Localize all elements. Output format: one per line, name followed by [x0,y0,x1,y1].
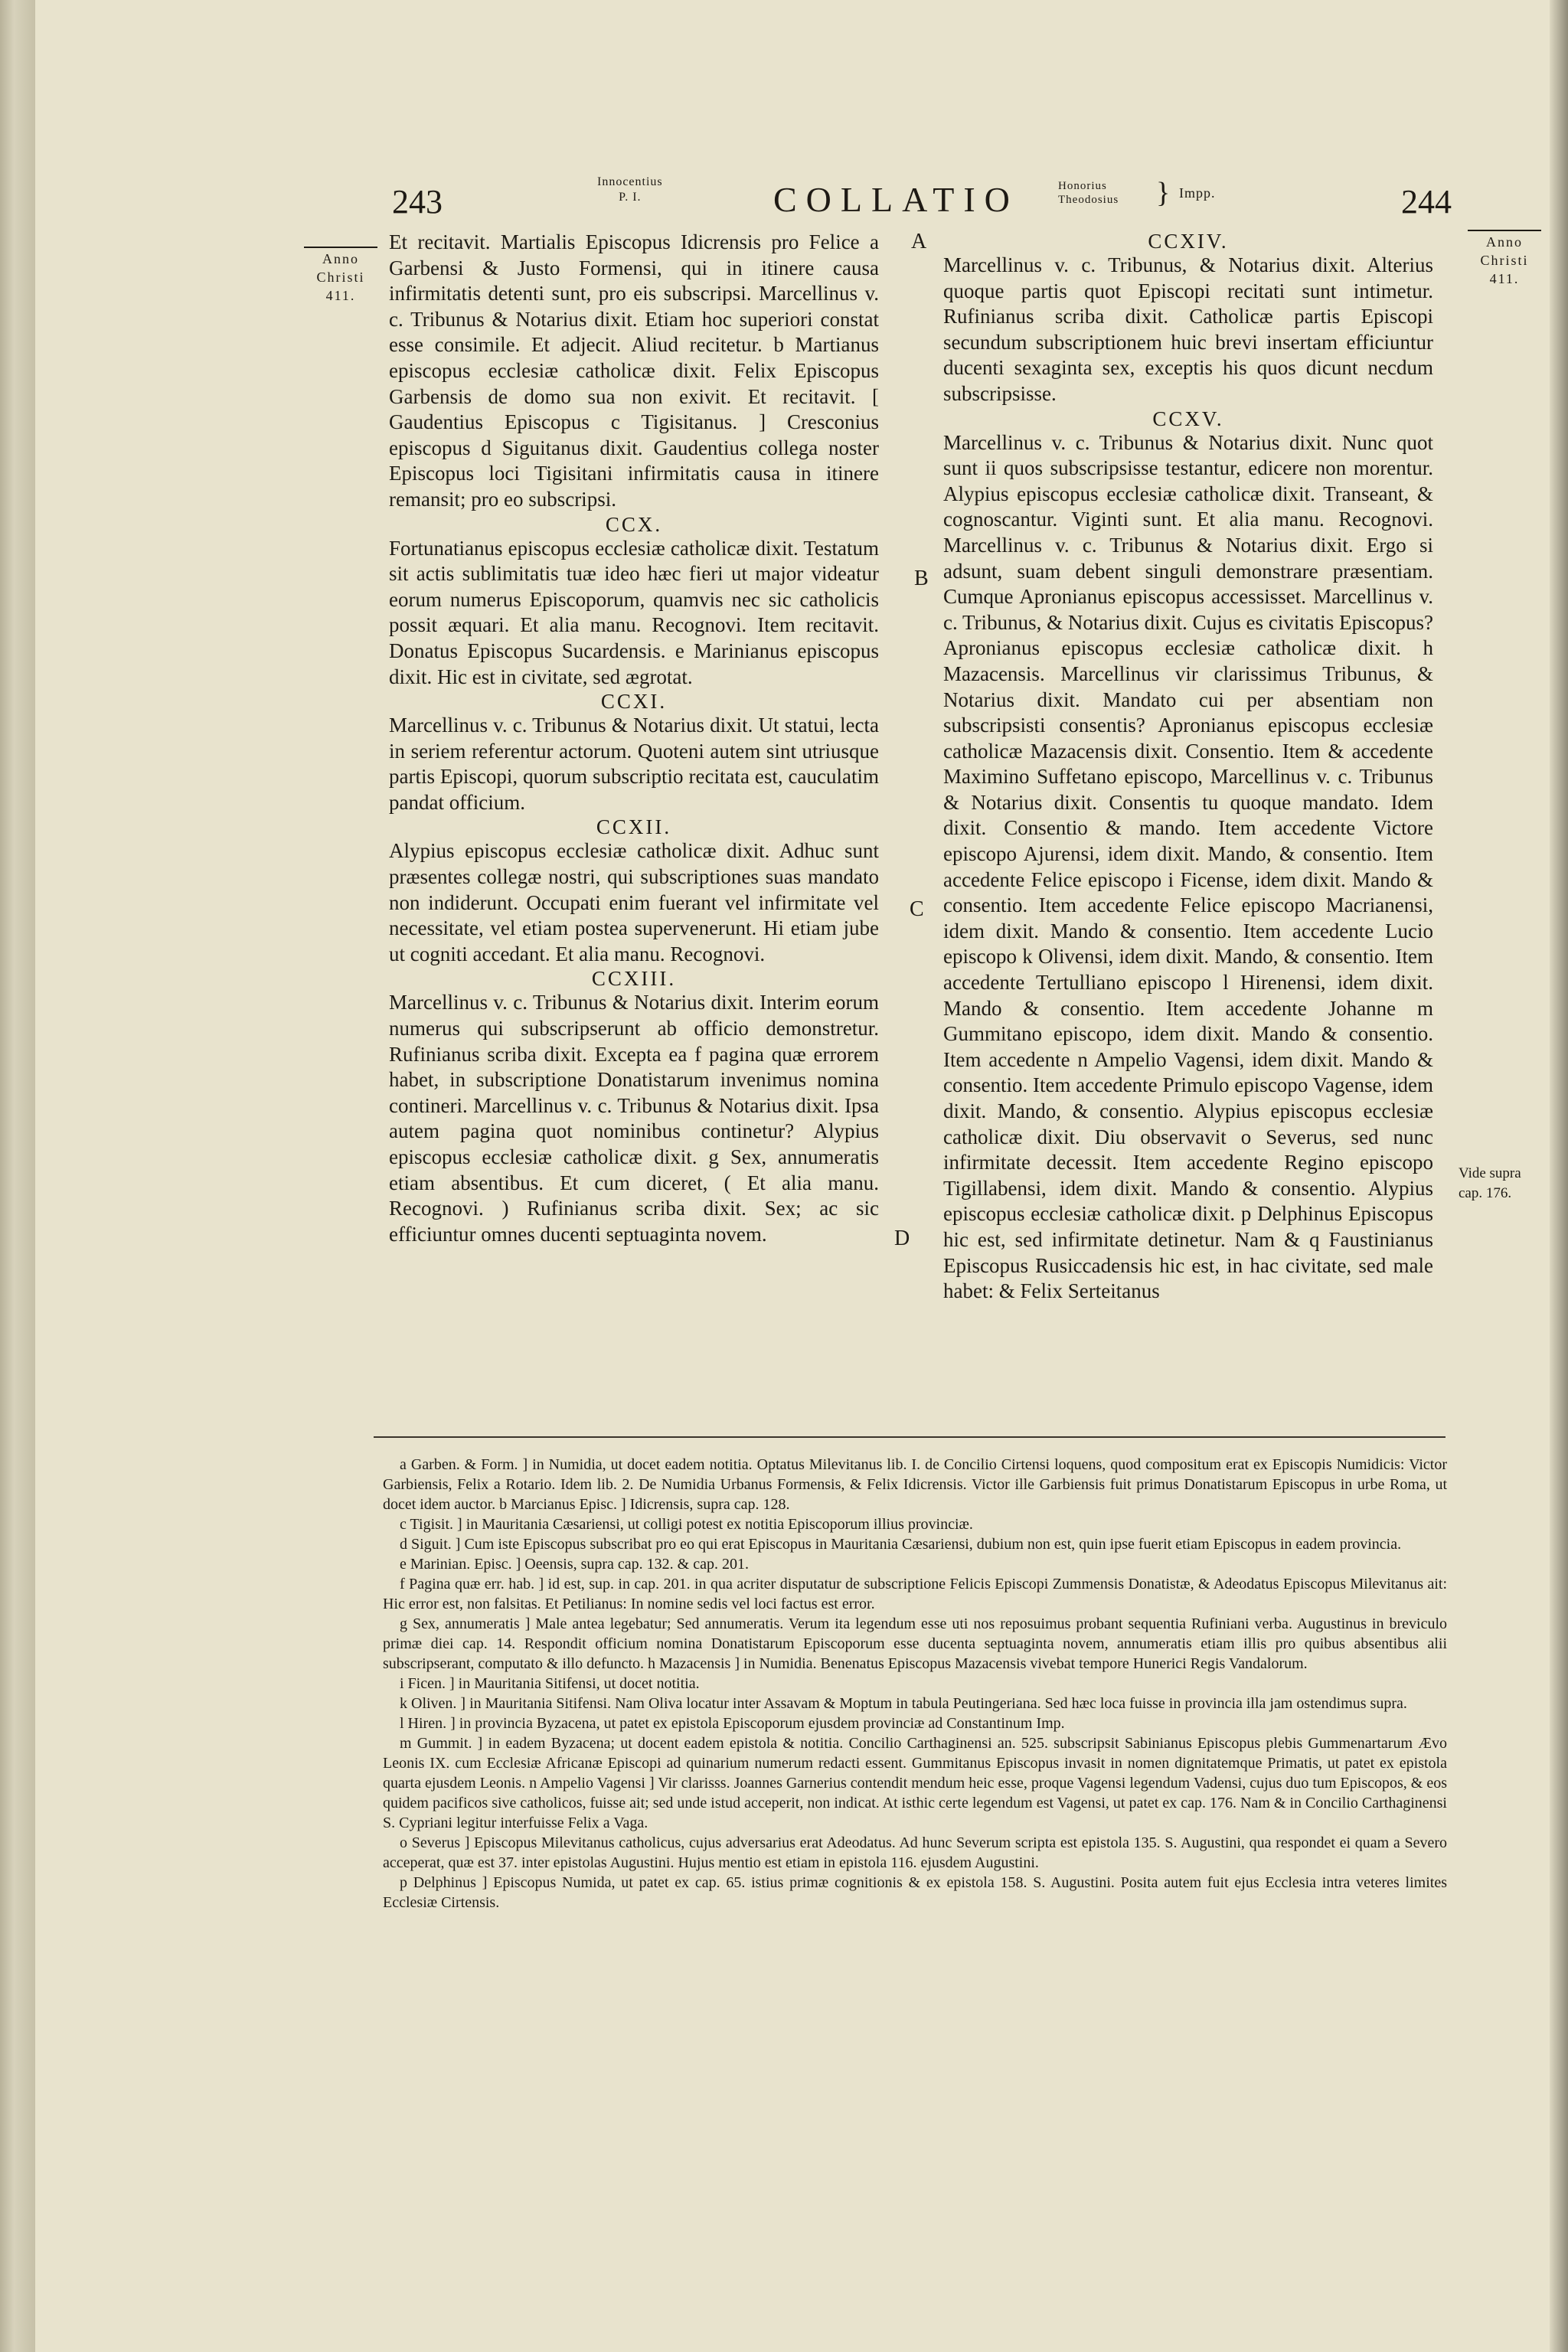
left-head-line2: P. I. [619,191,642,204]
section-letter-b: B [914,567,929,590]
section-heading-ccxiv: CCXIV. [1148,230,1229,253]
left-paragraph-1: Et recitavit. Martialis Episcopus Idicrensis pro Felice a Garbensi & Justo Formensi, qui in itinere causa infirmitatis detenti sunt, pro eis subscripsi. Marcellinus v. c. Tribunus & Notarius dixit. Etiam hoc superiori constat esse consimile. Et adjecit. Aliud recitetur. b Martianus episcopus ecclesiæ catholicæ dixit. Felix Episcopus Garbensis de domo sua non exivit. Et recitavit. [ Gaudentius Episcopus c Tigisitanus. ] Cresconius episcopus d Siguitanus dixit. Gaudentius collega noster Episcopus loci Tigisitani infirmitatis causa in itinere remansit; pro eo subscripsi. [389,230,879,511]
right-head-emperors [1058,179,1119,207]
footnote: m Gummit. ] in eadem Byzacena; ut docent eadem epistola & notitia. Concilio Carthaginensi an. 525. subscripsit Sabinianus Episcopus plebis Gummenartarum Ævo Leonis IX. cum Ecclesiæ Africanæ Episcopi ad quinarium numerum redacti essent. Gummitanus Episcopus invasit in nomen dignitatemque Primatis, ut patet ex epistola quarta ejusdem Leonis. n Ampelio Vagensi ] Vir clarisss. Joannes Garnerius contendit mendum heic esse, proque Vagensi legendum Vadensi, cujus duo tum Episcopos, & eos quidem pacificos sive catholicos, fuisse ait; sed unde istud acceperit, non indicat. At isthic certe legendum est Vagensi, ut patet ex cap. 176. Nam & in Concilio Carthaginensi S. Cypriani legitur interfuisse Felix a Vaga. [383,1735,1447,1831]
left-paragraph-5: Marcellinus v. c. Tribunus & Notarius dixit. Interim eorum numerus qui subscripserunt ab officio demonstretur. Rufinianus scriba dixit. Excepta ea f pagina quæ errorem habet, in subscriptione Donatistarum invenimus nomina contineri. Marcellinus v. c. Tribunus & Notarius dixit. Ipsa autem pagina quot nominibus continetur? Alypius episcopus ecclesiæ catholicæ dixit. g Sex, annumeratis etiam absentibus. Et cum diceret, ( Et alia manu. Recognovi. ) Rufinianus scriba dixit. Sex; ac sic efficiuntur omnes ducenti septuaginta novem. [389,991,879,1246]
section-letter-a: A [911,230,927,253]
right-head-line1: Honorius [1058,180,1107,192]
left-page-number: 243 [392,183,443,220]
right-page-number: 244 [1401,183,1452,220]
footnote: f Pagina quæ err. hab. ] id est, sup. in cap. 201. in qua acriter disputatur de subscriptione Felicis Episcopi Zummensis Donatistæ, & Adeodatus Episcopus Milevitanus ait: Hic error est, non falsitas. Et Petilianus: In nomine sedis vel loci factus est error. [383,1576,1447,1612]
right-paragraph-2: Marcellinus v. c. Tribunus & Notarius dixit. Nunc quot sunt ii quos subscripsisse testantur, edicere non morentur. Alypius episcopus ecclesiæ catholicæ dixit. Transeant, & cognoscantur. Viginti sunt. Et alia manu. Recognovi. Marcellinus v. c. Tribunus & Notarius dixit. Ergo si adsunt, suam debent singuli demonstrare præsentiam. Cumque Apronianus episcopus accessisset. Marcellinus v. c. Tribunus, & Notarius dixit. Cujus es civitatis Episcopus? Apronianus episcopus ecclesiæ catholicæ dixit. h Mazacensis. Marcellinus vir clarissimus Tribunus, & Notarius dixit. Mandato cui per absentiam non subscripsisti consentis? Apronianus episcopus ecclesiæ catholicæ Mazacensis dixit. Consentio. Item & accedente Maximino Suffetano episcopo, Marcellinus v. c. Tribunus & Notarius dixit. Consentis tu quoque mandato. Idem dixit. Consentio & mando. Item accedente Victore episcopo Ajurensi, idem dixit. Mando, & consentio. Item accedente Felice episcopo i Ficense, idem dixit. Mando & consentio. Item accedente Felice episcopo Macrianensi, idem dixit. Mando & consentio. Item accedente Lucio episcopo k Olivensi, idem dixit. Mando, & consentio. Item accedente Tertulliano episcopo l Hirenensi, idem dixit. Mando & consentio. Item accedente Johanne m Gummitano episcopo, idem dixit. Mando & consentio. Item accedente n Ampelio Vagensi, idem dixit. Mando & consentio. Item accedente Primulo episcopo Vagense, idem dixit. Mando, & consentio. Alypius episcopus ecclesiæ catholicæ dixit. Diu observavit o Severus, sed nunc infirmitate decessit. Item accedente Regino episcopo Tigillabensi, idem dixit. Mando & consentio. Alypius episcopus ecclesiæ catholicæ dixit. p Delphinus Episcopus hic est, sed infirmitate detinetur. Nam & q Faustinianus Episcopus Rusiccadensis hic est, in hac civitate, sed male habet: & Felix Serteitanus [943,430,1433,1303]
footnote: k Oliven. ] in Mauritania Sitifensi. Nam Oliva locatur inter Assavam & Moptum in tabula Peutingeriana. Sed hæc loca fuisse in provincia illa jam ostendimus supra. [400,1695,1407,1712]
margin-anno: Anno [322,251,359,266]
left-column [389,230,879,1247]
left-paragraph-4: Alypius episcopus ecclesiæ catholicæ dixit. Adhuc sunt præsentes collegæ nostri, qui subscriptiones suas mandato non indiderunt. Occupati enim fuerant vel infirmitate vel necessitate, vel etiam postea supervenerunt. Hi etiam jube ut cogniti accedant. Et alia manu. Recognovi. [389,839,879,965]
left-head-innocentius [597,175,663,205]
left-paragraph-3: Marcellinus v. c. Tribunus & Notarius dixit. Ut statui, lecta in seriem referentur actorum. Quoteni autem sint utriusque partis Episcopi, quorum subscriptio recitata est, cauculatim pandat officium. [389,714,879,814]
section-heading-ccxv: CCXV. [1152,407,1224,430]
right-margin-year [1462,230,1547,288]
footnote: p Delphinus ] Episcopus Numida, ut patet ex cap. 65. istius primæ cognitionis & ex epistola 158. S. Augustini. Posita autem fuit ejus Ecclesia intra veteres limites Ecclesiæ Cirtensis. [383,1874,1447,1911]
footnote: e Marinian. Episc. ] Oeensis, supra cap. 132. & cap. 201. [400,1556,749,1573]
vide-line2: cap. 176. [1459,1185,1512,1201]
right-column [943,230,1433,1305]
margin-rule [304,247,377,248]
footnote: l Hiren. ] in provincia Byzacena, ut patet ex epistola Episcoporum ejusdem provinciæ ad Constantinum Imp. [400,1715,1065,1732]
margin-cross-reference [1459,1164,1521,1204]
section-heading-ccxii: CCXII. [596,815,672,839]
section-heading-ccx: CCX. [605,512,663,536]
running-header [360,175,1493,228]
section-heading-ccxiii: CCXIII. [591,967,677,991]
footnote: d Siguit. ] Cum iste Episcopus subscribat pro eo qui erat Episcopus in Mauritania Cæsariensi, dubium non est, quin ipse fuerit etiam Episcopus in eadem provincia. [400,1536,1402,1553]
left-paragraph-2: Fortunatianus episcopus ecclesiæ catholicæ dixit. Testatum sit actis sublimitatis tuæ ideo hæc fieri ut major videatur eorum numerus Episcoporum, quamvis nec sic catholicis possit æquari. Et alia manu. Recognovi. Item recitavit. Donatus Episcopus Sucardensis. e Marinianus episcopus dixit. Hic est in civitate, sed ægrotat. [389,536,879,688]
right-paragraph-1: Marcellinus v. c. Tribunus, & Notarius dixit. Alterius quoque partis quot Episcopi recitati sunt intimetur. Rufinianus scriba dixit. Catholicæ partis Episcopi secundum subscriptionem huic brevi insertam efficiuntur ducenti sexaginta sex, exceptis his quos dicunt necdum subscripsisse. [943,253,1433,405]
margin-year: 411. [325,288,356,303]
footnotes [383,1455,1447,1913]
footnote: a Garben. & Form. ] in Numidia, ut docet eadem notitia. Optatus Milevitanus lib. I. de Concilio Cirtensi loquens, quod compositum erat ex Episcopis Numidicis: Victor Garbiensis, Felix a Rotario. Idem lib. 2. De Numidia Urbanus Formensis, & Felix Idicrensis. Victor ille Garbiensis fuit primus Donatistarum Episcopus in urbe Roma, ut docet idem auctor. b Marcianus Episc. ] Idicrensis, supra cap. 128. [383,1456,1447,1513]
margin-christi: Christi [316,270,365,285]
margin-year: 411. [1489,271,1520,286]
vide-line1: Vide supra [1459,1165,1521,1181]
margin-anno: Anno [1486,234,1523,250]
section-letter-d: D [894,1227,910,1250]
margin-rule [1468,230,1541,231]
left-head-line1: Innocentius [597,175,663,188]
right-head-line2: Theodosius [1058,194,1119,206]
section-heading-ccxi: CCXI. [600,690,668,714]
footnote: c Tigisit. ] in Mauritania Cæsariensi, ut colligi potest ex notitia Episcoporum illius provinciæ. [400,1516,973,1533]
margin-christi: Christi [1480,253,1529,268]
footnote: g Sex, annumeratis ] Male antea legebatur; Sed annumeratis. Verum ita legendum esse uti nos reposuimus probant sequentia Rufiniani verba. Augustinus in breviculo primæ diei cap. 14. Respondit officium nomina Donatistarum Episcoporum esse ducenta septuaginta novem, annumeratis etiam illis pro quibus absentibus alii subscripserant, computato & illo defuncto. h Mazacensis ] in Numidia. Benenatus Episcopus Mazacensis vivebat tempore Hunerici Regis Vandalorum. [383,1615,1447,1672]
section-letter-c: C [910,897,924,921]
footnote: i Ficen. ] in Mauritania Sitifensi, ut docet notitia. [400,1675,700,1692]
book-spine [0,0,35,2352]
right-head-impp: Impp. [1179,185,1216,201]
footnote: o Severus ] Episcopus Milevitanus catholicus, cujus adversarius erat Adeodatus. Ad hunc Severum scripta est epistola 135. S. Augustini, qua respondet ei quam a Severo acceperat, quæ est 37. inter epistolas Augustini. Hujus mentio est etiam in epistola 116. ejusdem Augustini. [383,1834,1447,1871]
running-title: COLLATIO [773,180,1019,219]
brace-glyph: } [1156,177,1171,209]
left-margin-year [300,247,381,305]
page-edge [1550,0,1568,2352]
footnote-rule [374,1436,1446,1438]
